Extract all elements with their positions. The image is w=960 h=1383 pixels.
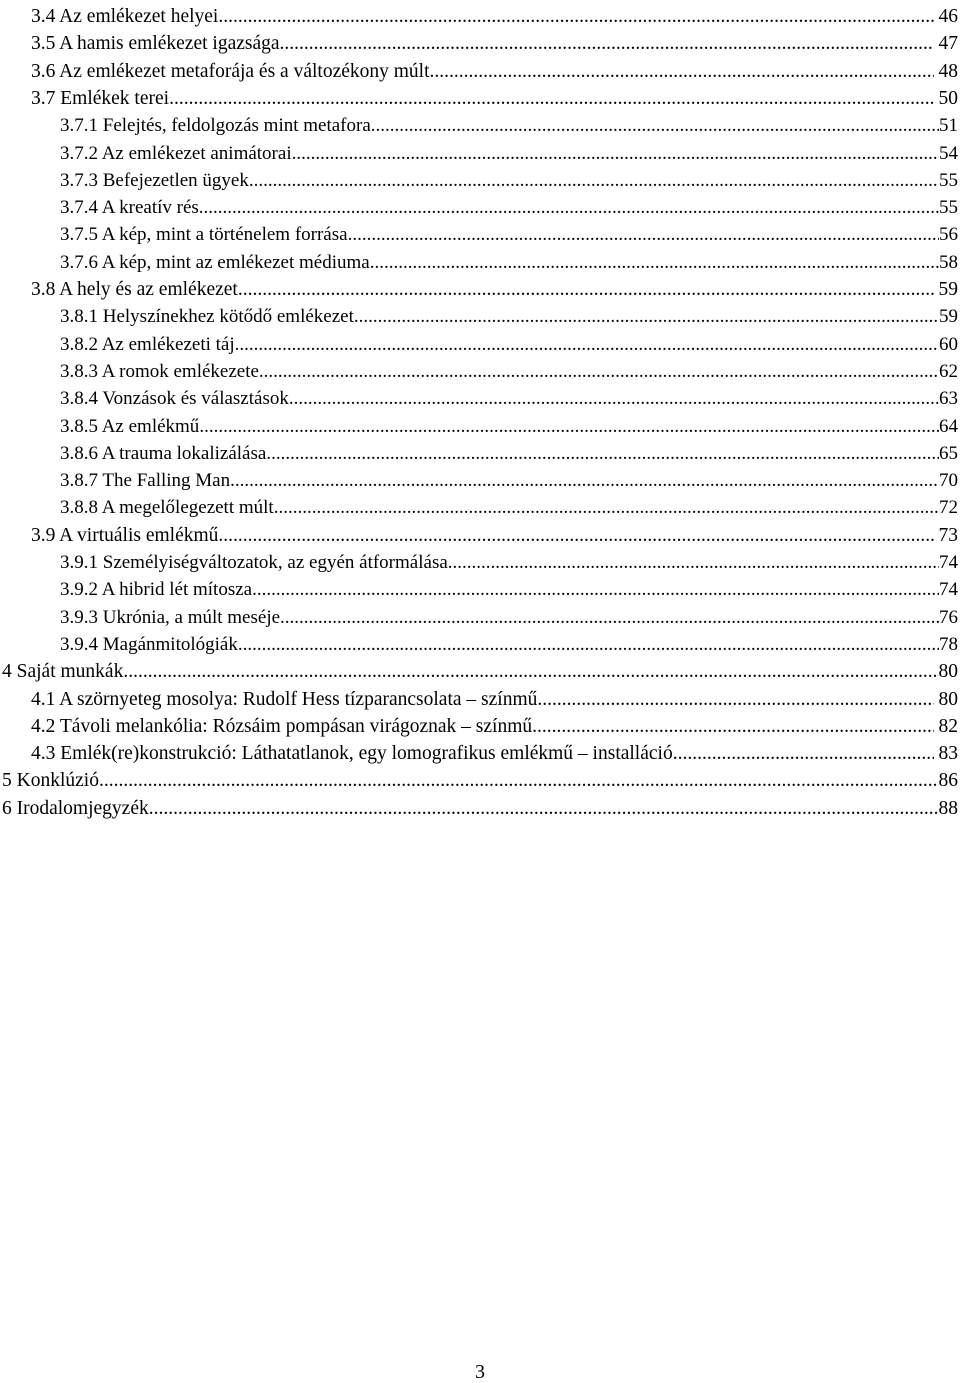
toc-entry[interactable] — [60, 546, 958, 574]
toc-dot-leader — [149, 798, 939, 820]
toc-entry[interactable] — [60, 137, 958, 165]
toc-dot-leader — [218, 525, 933, 547]
toc-entry-title: 4.2 Távoli melankólia: Rózsáim pompásan virágoznak – színmű — [31, 715, 533, 737]
toc-dot-leader — [292, 143, 939, 165]
toc-dot-leader — [123, 661, 938, 683]
toc-entry[interactable] — [60, 300, 958, 328]
toc-dot-leader — [430, 61, 934, 83]
toc-entry-page-number: 59 — [939, 306, 958, 328]
toc-entry[interactable] — [60, 573, 958, 601]
toc-entry-page-number: 50 — [933, 87, 958, 109]
toc-entry-title: 3.7 Emlékek terei — [31, 87, 170, 109]
toc-entry-page-number: 47 — [933, 33, 958, 55]
toc-dot-leader — [218, 6, 933, 28]
toc-dot-leader — [289, 388, 939, 410]
toc-entry-page-number: 55 — [939, 169, 958, 191]
toc-entry[interactable] — [60, 355, 958, 383]
toc-entry[interactable] — [2, 764, 958, 792]
toc-dot-leader — [370, 252, 939, 274]
toc-entry-page-number: 72 — [939, 497, 958, 519]
toc-entry[interactable] — [60, 601, 958, 629]
toc-entry[interactable] — [60, 246, 958, 274]
toc-dot-leader — [371, 115, 939, 137]
toc-entry-title: 3.8.5 Az emlékmű — [60, 415, 200, 437]
toc-dot-leader — [280, 33, 934, 55]
toc-entry[interactable] — [31, 273, 958, 301]
toc-entry-title: 3.8.6 A trauma lokalizálása — [60, 442, 267, 464]
toc-entry-page-number: 65 — [939, 442, 958, 464]
toc-dot-leader — [673, 743, 934, 765]
toc-entry-title: 3.7.2 Az emlékezet animátorai — [60, 142, 292, 164]
toc-entry-title: 3.7.4 A kreatív rés — [60, 197, 199, 219]
toc-entry-page-number: 80 — [938, 661, 958, 683]
toc-entry-title: 4 Saját munkák — [2, 661, 124, 683]
toc-entry-title: 3.9.1 Személyiségváltozatok, az egyén átformálása — [60, 552, 448, 573]
toc-entry[interactable] — [60, 382, 958, 410]
toc-entry[interactable] — [31, 0, 958, 28]
toc-dot-leader — [199, 197, 939, 219]
toc-dot-leader — [252, 579, 939, 601]
toc-entry-page-number: 62 — [939, 360, 958, 382]
toc-entry-title: 3.6 Az emlékezet metaforája és a változékony múlt — [31, 60, 430, 82]
toc-entry-page-number: 63 — [939, 388, 958, 410]
toc-entry-page-number: 54 — [939, 142, 958, 164]
toc-entry[interactable] — [60, 164, 958, 192]
toc-entry-page-number: 60 — [939, 333, 958, 355]
toc-entry-title: 3.8 A hely és az emlékezet — [31, 279, 238, 300]
toc-entry-page-number: 73 — [933, 524, 958, 546]
toc-entry-page-number: 70 — [939, 470, 958, 492]
toc-dot-leader — [249, 170, 939, 192]
toc-entry-page-number: 80 — [933, 688, 958, 710]
toc-entry[interactable] — [31, 519, 958, 547]
toc-entry-page-number: 46 — [933, 6, 958, 27]
toc-entry[interactable] — [60, 218, 958, 246]
toc-entry[interactable] — [60, 464, 958, 492]
toc-entry-title: 3.8.8 A megelőlegezett múlt — [60, 497, 274, 519]
toc-dot-leader — [199, 416, 939, 438]
toc-entry-title: 4.3 Emlék(re)konstrukció: Láthatatlanok, egy lomografikus emlékmű – installáció — [31, 743, 673, 765]
toc-entry-title: 6 Irodalomjegyzék — [2, 797, 149, 819]
toc-entry[interactable] — [31, 683, 958, 711]
toc-entry-page-number: 78 — [939, 633, 958, 655]
toc-entry-page-number: 64 — [939, 415, 958, 437]
toc-entry[interactable] — [60, 109, 958, 137]
page-number: 3 — [475, 1361, 485, 1383]
toc-dot-leader — [354, 306, 939, 328]
toc-entry-title: 3.5 A hamis emlékezet igazsága — [31, 33, 280, 55]
toc-entry-title: 3.7.6 A kép, mint az emlékezet médiuma — [60, 251, 370, 273]
toc-dot-leader — [169, 88, 934, 110]
toc-entry-title: 3.8.1 Helyszínekhez kötődő emlékezet — [60, 306, 354, 328]
toc-entry-title: 3.9.2 A hibrid lét mítosza — [60, 579, 253, 601]
toc-entry-title: 5 Konklúzió — [2, 770, 99, 792]
toc-entry-page-number: 56 — [939, 224, 958, 246]
toc-entry-page-number: 48 — [933, 60, 958, 82]
toc-entry[interactable] — [60, 437, 958, 465]
toc-entry[interactable] — [60, 628, 958, 656]
toc-entry-title: 3.7.3 Befejezetlen ügyek — [60, 169, 249, 191]
toc-dot-leader — [235, 334, 939, 356]
toc-dot-leader — [230, 470, 939, 492]
toc-dot-leader — [532, 716, 934, 738]
toc-dot-leader — [238, 279, 934, 301]
toc-dot-leader — [99, 770, 939, 792]
toc-entry-title: 3.4 Az emlékezet helyei — [31, 6, 219, 27]
toc-entry-page-number: 58 — [939, 251, 958, 273]
toc-entry-page-number: 83 — [933, 743, 958, 765]
toc-dot-leader — [280, 607, 939, 629]
toc-entry-page-number: 51 — [939, 115, 958, 137]
toc-dot-leader — [259, 361, 939, 383]
toc-entry-title: 3.8.7 The Falling Man — [60, 470, 231, 492]
toc-entry-page-number: 82 — [933, 715, 958, 737]
toc-dot-leader — [238, 634, 939, 656]
toc-entry-title: 4.1 A szörnyeteg mosolya: Rudolf Hess tízparancsolata – színmű — [31, 688, 538, 710]
toc-entry-page-number: 59 — [933, 279, 958, 300]
toc-dot-leader — [348, 224, 939, 246]
toc-dot-leader — [537, 689, 933, 711]
toc-dot-leader — [266, 443, 939, 465]
toc-entry-title: 3.9.3 Ukrónia, a múlt meséje — [60, 606, 281, 628]
toc-entry[interactable] — [60, 491, 958, 519]
toc-entry[interactable] — [2, 655, 958, 683]
toc-entry[interactable] — [60, 191, 958, 219]
toc-entry-page-number: 74 — [939, 579, 958, 601]
toc-entry-title: 3.7.5 A kép, mint a történelem forrása — [60, 224, 348, 246]
toc-entry[interactable] — [60, 410, 958, 438]
toc-entry[interactable] — [31, 55, 958, 83]
toc-entry[interactable] — [60, 328, 958, 356]
toc-entry-page-number: 86 — [938, 770, 958, 792]
toc-entry-page-number: 88 — [938, 797, 958, 819]
toc-entry-title: 3.9 A virtuális emlékmű — [31, 524, 219, 546]
toc-entry-title: 3.7.1 Felejtés, feldolgozás mint metafora — [60, 115, 371, 137]
toc-dot-leader — [274, 497, 939, 519]
toc-entry[interactable] — [2, 792, 958, 820]
toc-entry[interactable] — [31, 27, 958, 55]
toc-entry-title: 3.8.2 Az emlékezeti táj — [60, 333, 235, 355]
toc-entry-page-number: 55 — [939, 197, 958, 219]
toc-entry[interactable] — [31, 710, 958, 738]
toc-entry-title: 3.8.3 A romok emlékezete — [60, 360, 259, 382]
toc-entry[interactable] — [31, 737, 958, 765]
toc-entry-title: 3.8.4 Vonzások és választások — [60, 388, 289, 410]
toc-entry-page-number: 74 — [939, 552, 958, 573]
toc-entry-title: 3.9.4 Magánmitológiák — [60, 633, 238, 655]
toc-dot-leader — [448, 552, 939, 574]
toc-entry[interactable] — [31, 82, 958, 110]
toc-entry-page-number: 76 — [939, 606, 958, 628]
